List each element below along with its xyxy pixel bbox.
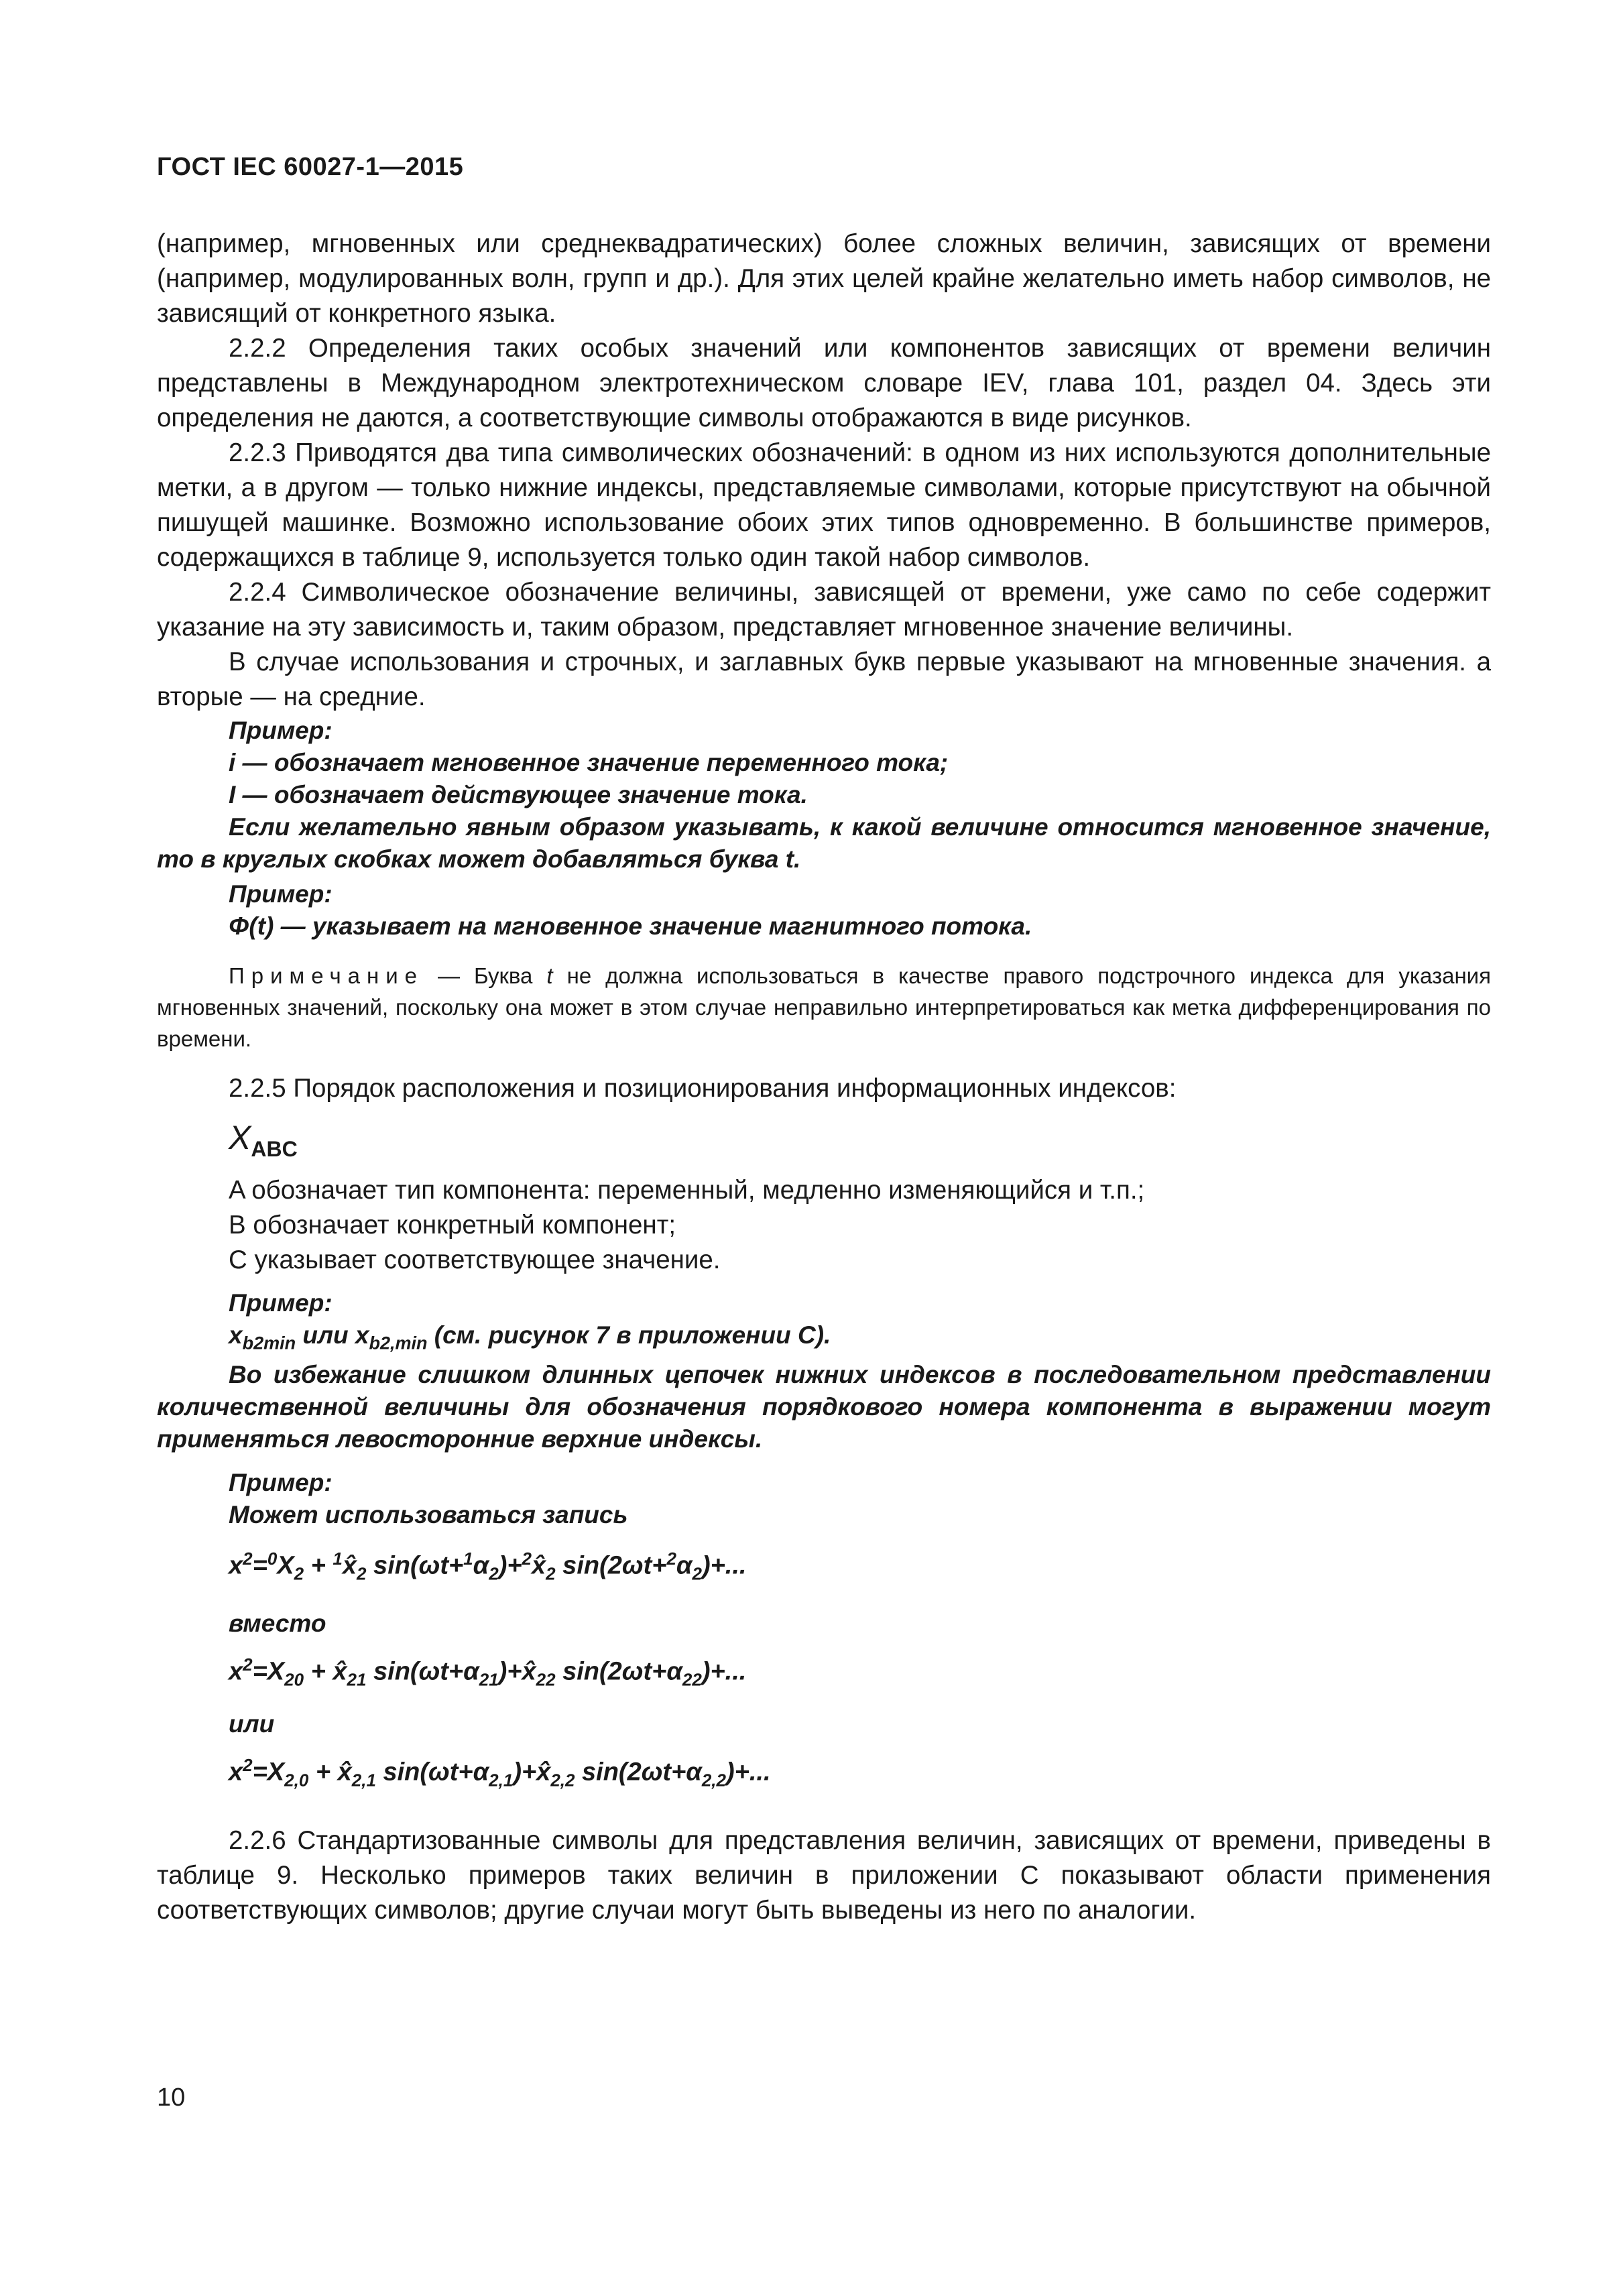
example-line: Во избежание слишком длинных цепочек нижних индексов в последовательном представлении количественной величины для обозначения порядкового номера компонента в выражении могут применяться левосторонние верхние индексы. (157, 1361, 1491, 1453)
note-label: Примечание (229, 963, 424, 988)
paragraph-continuation: (например, мгновенных или среднеквадратических) более сложных величин, зависящих от времени (например, модулированных волн, групп и др.). Для этих целей крайне желательно иметь набор символов, не зависящий от конкретного языка. (157, 229, 1491, 328)
paragraph-2-2-2: 2.2.2 Определения таких особых значений или компонентов зависящих от времени величин представлены в Международном электротехническом словаре IEV, глава 101, раздел 04. Здесь эти определения не даются, а соответствующие символы отображаются в виде рисунков. (157, 334, 1491, 432)
standard-header: ГОСТ IEC 60027-1—2015 (157, 153, 464, 181)
example-line: Может использоваться запись (229, 1501, 628, 1528)
body-text-top (157, 227, 1491, 715)
example-3 (157, 1287, 1491, 1455)
example-4 (157, 1467, 1491, 1531)
definition-a: A обозначает тип компонента: переменный, медленно изменяющийся и т.п.; (229, 1176, 1145, 1205)
x-abc-symbol: $X_{ABC}$ (229, 1119, 298, 1161)
note-letter: t (546, 963, 553, 988)
example-label: Пример: (229, 1289, 333, 1317)
example-2 (157, 878, 1491, 943)
formula-1: $x^2=^0X_2$ + $^1x̂_2$ $\sin(\omega t+^1\alpha_2)+^2x̂_2$ $\sin(2\omega t+^2\alpha_2)+$... (229, 1549, 747, 1584)
example-line: Φ(t) — указывает на мгновенное значение магнитного потока. (229, 912, 1032, 940)
definition-b: B обозначает конкретный компонент; (229, 1211, 676, 1240)
example-line: Если желательно явным образом указывать, к какой величине относится мгновенное значение, то в круглых скобках может добавляться буква t. (157, 813, 1491, 873)
example-line: i — обозначает мгновенное значение переменного тока; (229, 749, 949, 776)
note: Примечание — Буква t не должна использоваться в качестве правого подстрочного индекса для указания мгновенных значений, поскольку она может в этом случае неправильно интерпретироваться как метка дифференцирования по времени. (157, 963, 1491, 1051)
note-dash: — (424, 963, 475, 988)
formula-3: $x^2=X_{2,0}$ + $x̂_{2,1}$ $\sin(\omega t+\alpha_{2,1})+x̂_{2,2}$ $\sin(2\omega t+\alpha_{2,2})+$... (229, 1755, 771, 1791)
formula-2: $x^2=X_{20}$ + $x̂_{21}$ $\sin(\omega t+\alpha_{21})+x̂_{22}$ $\sin(2\omega t+\alpha_{22})+$... (229, 1654, 747, 1690)
example-4-instead: вместо (229, 1610, 326, 1637)
abc-definitions (157, 1173, 1491, 1278)
example-1 (157, 715, 1491, 875)
paragraph-2-2-3: 2.2.3 Приводятся два типа символических обозначений: в одном из них используются дополнительные метки, а в другом — только нижние индексы, представляемые символами, которые присутствуют на обычной пишущей машинке. Возможно использование обоих этих типов одновременно. В большинстве примеров, содержащихся в таблице 9, используется только один такой набор символов. (157, 438, 1491, 572)
definition-c: C указывает соответствующее значение. (229, 1246, 721, 1274)
example-line: $x_{b2min}$ или $x_{b2,min}$ (см. рисунок 7 в приложении C). (229, 1321, 831, 1353)
paragraph-2-2-4: 2.2.4 Символическое обозначение величины, зависящей от времени, уже само по себе содержит указание на эту зависимость и, таким образом, представляет мгновенное значение величины. (157, 578, 1491, 642)
page-number: 10 (157, 2083, 186, 2112)
paragraph-2-2-5: 2.2.5 Порядок расположения и позиционирования информационных индексов: (229, 1074, 1177, 1103)
paragraph-2-2-6: 2.2.6 Стандартизованные символы для представления величин, зависящих от времени, приведены в таблице 9. Несколько примеров таких величин в приложении C показывают области применения соответствующих символов; другие случаи могут быть выведены из него по аналогии. (157, 1826, 1491, 1925)
example-label: Пример: (229, 1469, 333, 1496)
example-line: I — обозначает действующее значение тока. (229, 781, 808, 808)
example-label: Пример: (229, 717, 333, 744)
example-4-or: или (229, 1710, 275, 1738)
paragraph-case: В случае использования и строчных, и заглавных букв первые указывают на мгновенные значения. а вторые — на средние. (157, 648, 1491, 711)
example-label: Пример: (229, 880, 333, 908)
